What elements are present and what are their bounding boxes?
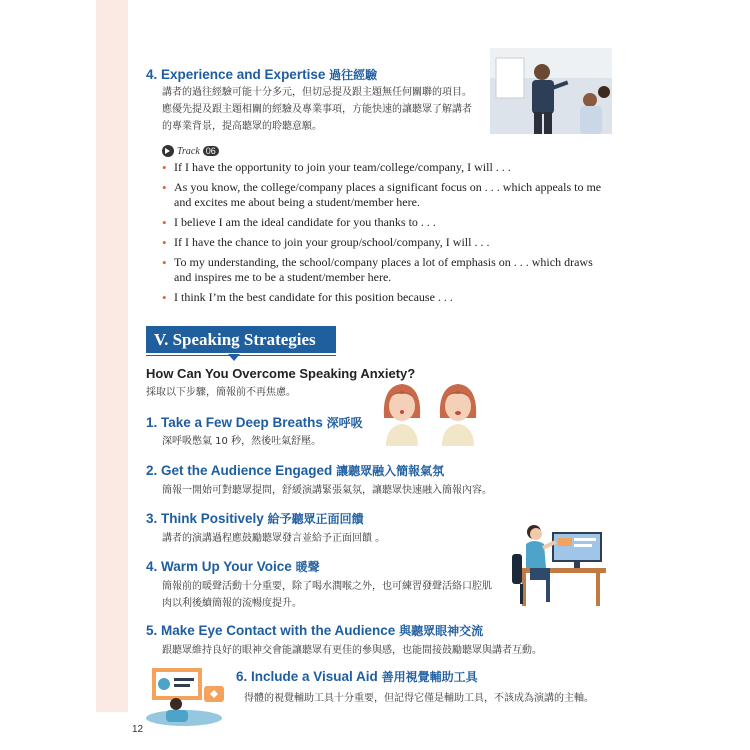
strategy-body (162, 578, 492, 612)
strategy-heading-zh: 給予聽眾正面回饋 (267, 512, 364, 526)
experience-heading-en: 4. Experience and Expertise (146, 67, 326, 82)
phrase-item: • I think I’m the best candidate for this position because . . . (162, 290, 612, 305)
strategy-body: 跟聽眾維持良好的眼神交會能讓聽眾有更佳的參與感，也能間接鼓勵聽眾與講者互動。 (162, 645, 542, 656)
strategy-heading-en: 3. Think Positively (146, 511, 264, 526)
strategy-body-line: 簡報前的暖聲活動十分重要，除了喝水潤喉之外，也可練習發聲活絡口腔肌 (162, 581, 492, 592)
strategy-heading (236, 668, 478, 685)
woman-at-desk-illustration (512, 514, 608, 606)
breathing-women-illustration (378, 378, 480, 446)
anxiety-question: How Can You Overcome Speaking Anxiety? (146, 366, 416, 381)
strategy-heading-zh: 深呼吸 (326, 416, 363, 430)
strategy-heading-en: 5. Make Eye Contact with the Audience (146, 623, 396, 638)
page-number: 12 (132, 724, 144, 735)
phrase-item: • If I have the chance to join your group/school/company, I will . . . (162, 235, 612, 250)
phrase-item: • I believe I am the ideal candidate for you thanks to . . . (162, 215, 612, 230)
visual-aid-illustration (140, 664, 230, 726)
strategy-heading (146, 510, 364, 527)
track-text: Track (177, 145, 200, 157)
strategy-heading-zh: 善用視覺輔助工具 (381, 670, 478, 684)
experience-body (162, 84, 472, 135)
strategy-heading-en: 6. Include a Visual Aid (236, 669, 378, 684)
presenter-photo (490, 48, 612, 134)
section-underline (146, 355, 336, 356)
experience-heading-zh: 過往經驗 (329, 68, 378, 82)
anxiety-intro: 採取以下步驟，簡報前不再焦慮。 (146, 387, 296, 398)
phrase-list (162, 160, 612, 310)
strategy-heading (146, 462, 444, 479)
strategy-body: 簡報一開始可對聽眾提問，舒緩演講緊張氣氛，讓聽眾快速融入簡報內容。 (162, 485, 492, 496)
speaker-icon (162, 145, 174, 157)
strategy-body-line: 肉以利後續簡報的流暢度提升。 (162, 598, 302, 609)
strategy-heading-zh: 與聽眾眼神交流 (399, 624, 484, 638)
strategy-body: 講者的演講過程應鼓勵聽眾發言並給予正面回饋 。 (162, 533, 386, 544)
experience-body-line: 的專業背景，提高聽眾的聆聽意願。 (162, 121, 322, 132)
experience-heading (146, 66, 377, 83)
audio-track-label[interactable] (162, 144, 219, 158)
strategy-heading-en: 1. Take a Few Deep Breaths (146, 415, 323, 430)
strategy-heading (146, 414, 363, 431)
section-title: V. Speaking Strategies (146, 326, 336, 353)
strategy-heading-zh: 讓聽眾融入簡報氣氛 (336, 464, 445, 478)
experience-body-line: 應優先提及跟主題相關的經驗及專業事項，方能快速的讓聽眾了解講者 (162, 104, 472, 115)
strategy-heading-en: 4. Warm Up Your Voice (146, 559, 292, 574)
strategy-body: 得體的視覺輔助工具十分重要，但記得它僅是輔助工具，不該成為演講的主軸。 (244, 693, 594, 704)
section-pointer (228, 354, 240, 361)
phrase-item: • If I have the opportunity to join your team/college/company, I will . . . (162, 160, 612, 175)
experience-body-line: 講者的過往經驗可能十分多元，但切忌提及跟主題無任何關聯的項目。 (162, 87, 472, 98)
track-number: 06 (203, 146, 219, 156)
strategy-heading-zh: 暖聲 (295, 560, 320, 574)
strategy-heading (146, 622, 483, 639)
phrase-item: • To my understanding, the school/company places a lot of emphasis on . . . which draws and inspires me to be a student/member here. (162, 255, 612, 285)
strategy-heading (146, 558, 320, 575)
phrase-item: • As you know, the college/company places a significant focus on . . . which appeals to me and excites me about being a student/member here. (162, 180, 612, 210)
strategy-body: 深呼吸憋氣 10 秒，然後吐氣舒壓。 (162, 436, 322, 447)
strategy-heading-en: 2. Get the Audience Engaged (146, 463, 333, 478)
